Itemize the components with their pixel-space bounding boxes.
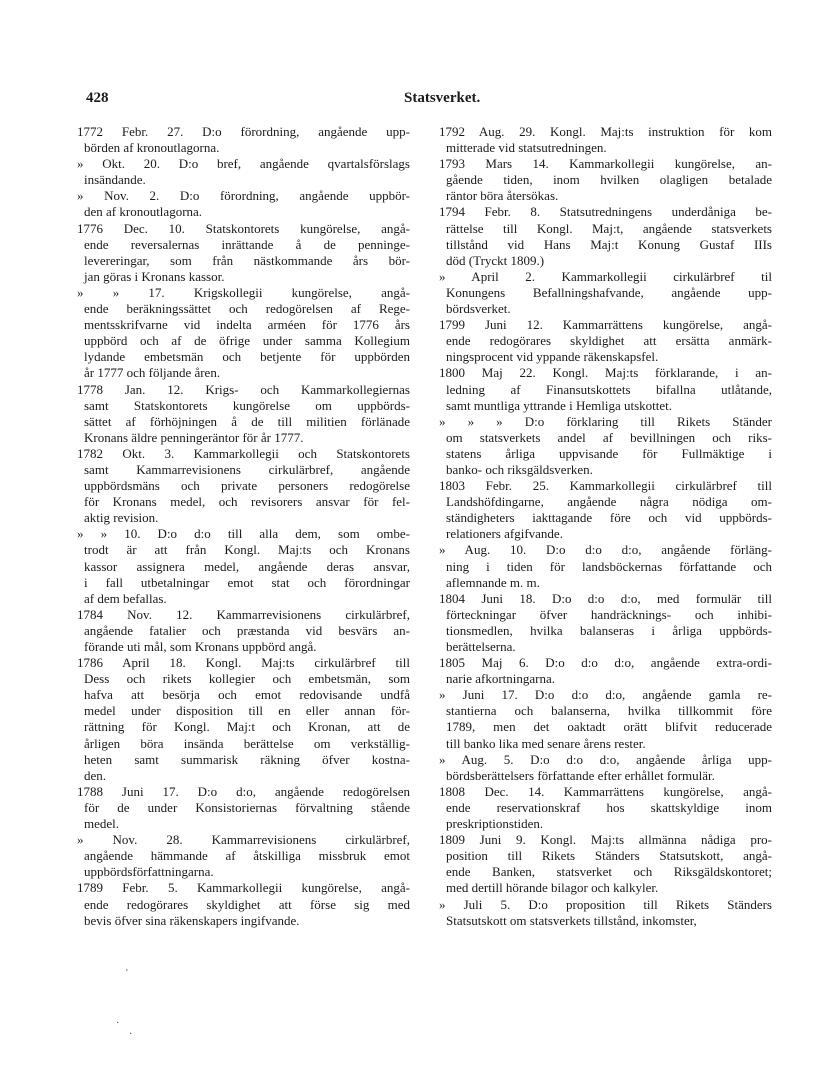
entry-line: stantierna och balanserna, hvilka tillkommit före bbox=[446, 703, 772, 719]
register-entry bbox=[77, 446, 410, 526]
entry-line: den af kronoutlagorna. bbox=[84, 204, 203, 220]
entry-heading-line: 1799 Juni 12. Kammarrättens kungörelse, angå- bbox=[439, 317, 772, 333]
entry-heading-line: 1772 Febr. 27. D:o förordning, angående upp- bbox=[77, 124, 410, 139]
register-entry bbox=[77, 784, 410, 832]
entry-line: år 1777 och följande åren. bbox=[84, 365, 221, 381]
entry-line: rättning för Kongl. Maj:t och Kronan, att de bbox=[84, 719, 410, 735]
entry-heading-line: » Nov. 2. D:o förordning, angående uppbör- bbox=[77, 188, 410, 204]
entry-line: med dertill hörande bilagor och kalkyler. bbox=[446, 880, 659, 896]
register-entry bbox=[439, 591, 772, 655]
left-column bbox=[77, 124, 410, 929]
entry-line: heten samt summarisk räkning öfver kostna- bbox=[84, 751, 410, 767]
stray-mark: · bbox=[129, 1029, 133, 1040]
entry-heading-line: 1794 Febr. 8. Statsutredningens underdåniga be- bbox=[439, 204, 772, 220]
entry-line: mitterade vid statsutredningen. bbox=[446, 140, 607, 156]
right-column bbox=[439, 124, 772, 929]
register-entry bbox=[77, 880, 410, 928]
entry-heading-line: » Juli 5. D:o proposition till Rikets Ständers bbox=[439, 896, 772, 912]
entry-line: samt muntliga yttrande i Hemliga utskottet. bbox=[446, 397, 673, 413]
entry-line: ende reservationskraf hos skattskyldige inom bbox=[446, 799, 772, 815]
entry-line: förteckningar öfver handräcknings- och inhibi- bbox=[446, 606, 772, 622]
entry-line: död (Tryckt 1809.) bbox=[446, 252, 545, 268]
entry-line: för de under Konsistoriernas förvaltning stående bbox=[84, 799, 410, 815]
register-entry bbox=[77, 221, 410, 285]
register-entry bbox=[439, 317, 772, 365]
page-number: 428 bbox=[86, 90, 109, 106]
entry-heading-line: 1792 Aug. 29. Kongl. Maj:ts instruktion för kom bbox=[439, 124, 772, 139]
entry-line: uppbördsmäns och private personers redogörelse bbox=[84, 478, 410, 494]
entry-line: levereringar, som från nästkommande års bör- bbox=[84, 252, 410, 268]
entry-heading-line: 1778 Jan. 12. Krigs- och Kammarkollegiernas bbox=[77, 381, 410, 397]
entry-line: till banko lika med senare årens rester. bbox=[446, 735, 646, 751]
entry-line: 1789, men det oaktadt orätt blifvit reducerade bbox=[446, 719, 772, 735]
entry-line: ende Banken, statsverket och Riksgäldskontoret; bbox=[446, 864, 772, 880]
register-entry bbox=[439, 784, 772, 832]
entry-line: ningsprocent vid yppande räkenskapsfel. bbox=[446, 349, 659, 365]
entry-heading-line: » Nov. 28. Kammarrevisionens cirkulärbref, bbox=[77, 832, 410, 848]
entry-line: Konungens Befallningshafvande, angående upp- bbox=[446, 284, 772, 300]
entry-line: samt Statskontorets kungörelse om uppbörds- bbox=[84, 397, 410, 413]
entry-heading-line: » Aug. 5. D:o d:o d:o, angående årliga upp- bbox=[439, 751, 772, 767]
entry-heading-line: 1782 Okt. 3. Kammarkollegii och Statskontorets bbox=[77, 445, 410, 461]
entry-line: aktig revision. bbox=[84, 510, 159, 526]
entry-line: af dem befallas. bbox=[84, 590, 167, 606]
register-entry bbox=[439, 542, 772, 590]
entry-line: rättelse till Kongl. Maj:t, angående statsverkets bbox=[446, 220, 772, 236]
register-entry bbox=[439, 156, 772, 204]
register-entry bbox=[77, 655, 410, 784]
entry-line: trodt är att från Kongl. Maj:ts och Kronans bbox=[84, 542, 410, 558]
entry-line: bevis öfver sina räkenskapers ingifvande. bbox=[84, 912, 300, 928]
entry-heading-line: 1776 Dec. 10. Statskontorets kungörelse, angå- bbox=[77, 220, 410, 236]
entry-heading-line: 1786 April 18. Kongl. Maj:ts cirkulärbref till bbox=[77, 655, 410, 671]
entry-line: börden af kronoutlagorna. bbox=[84, 140, 220, 156]
entry-line: position till Rikets Ständers Statsutskott, angå- bbox=[446, 848, 772, 864]
entry-heading-line: 1805 Maj 6. D:o d:o d:o, angående extra-ordi- bbox=[439, 655, 772, 671]
entry-line: Statsutskott om statsverkets tillstånd, inkomster, bbox=[446, 912, 697, 928]
entry-line: uppbörd och af de öfrige under samma Kollegium bbox=[84, 333, 410, 349]
entry-heading-line: 1788 Juni 17. D:o d:o, angående redogörelsen bbox=[77, 783, 410, 799]
entry-line: angående fatalier och præstanda vid besvärs an- bbox=[84, 622, 410, 638]
entry-line: mentsskrifvarne vid indelta arméen för 1776 års bbox=[84, 317, 410, 333]
entry-line: kassor assignera medel, angående deras ansvar, bbox=[84, 558, 410, 574]
entry-heading-line: » Aug. 10. D:o d:o d:o, angående förläng- bbox=[439, 542, 772, 558]
entry-line: den. bbox=[84, 767, 107, 783]
entry-line: medel under disposition till en eller annan för- bbox=[84, 703, 410, 719]
entry-line: aflemnande m. m. bbox=[446, 574, 540, 590]
entry-line: årligen böra insända berättelse om verkställig- bbox=[84, 735, 410, 751]
entry-line: om statsverkets andel af bevillningen och riks- bbox=[446, 429, 772, 445]
entry-line: förande uti mål, som Kronans uppbörd angå. bbox=[84, 639, 317, 654]
register-entry bbox=[77, 156, 410, 188]
entry-line: berättelserna. bbox=[446, 639, 516, 654]
register-entry bbox=[77, 285, 410, 382]
entry-heading-line: 1804 Juni 18. D:o d:o d:o, med formulär till bbox=[439, 590, 772, 606]
entry-heading-line: » Juni 17. D:o d:o d:o, angående gamla re- bbox=[439, 687, 772, 703]
register-entry bbox=[439, 687, 772, 751]
register-entry bbox=[77, 188, 410, 220]
entry-line: narie afkortningarna. bbox=[446, 671, 556, 687]
register-entry bbox=[439, 655, 772, 687]
entry-line: bördsverket. bbox=[446, 301, 511, 317]
stray-mark: · bbox=[116, 1018, 120, 1029]
entry-heading-line: » April 2. Kammarkollegii cirkulärbref til bbox=[439, 268, 772, 284]
entry-line: preskriptionstiden. bbox=[446, 816, 544, 832]
entry-line: jan göras i Kronans kassor. bbox=[84, 268, 225, 284]
entry-heading-line: » » 17. Krigskollegii kungörelse, angå- bbox=[77, 284, 410, 300]
register-entry bbox=[77, 607, 410, 655]
entry-heading-line: 1789 Febr. 5. Kammarkollegii kungörelse, angå- bbox=[77, 880, 410, 896]
entry-line: samt Kammarrevisionens cirkulärbref, angående bbox=[84, 461, 410, 477]
entry-line: bördsberättelsers författande efter erhållet formulär. bbox=[446, 767, 715, 783]
register-entry bbox=[439, 897, 772, 929]
entry-heading-line: 1784 Nov. 12. Kammarrevisionens cirkulärbref, bbox=[77, 606, 410, 622]
register-entry bbox=[439, 752, 772, 784]
entry-line: ende beräkningssättet och redogörelsen af Rege- bbox=[84, 301, 410, 317]
entry-line: insändande. bbox=[84, 172, 146, 188]
register-entry bbox=[439, 478, 772, 542]
entry-line: ende redogörares skyldighet att förse sig med bbox=[84, 896, 410, 912]
register-entry bbox=[439, 414, 772, 478]
entry-line: ende reversalernas inrättande å de penninge- bbox=[84, 236, 410, 252]
entry-line: Landshöfdingarne, angående några nödiga om- bbox=[446, 494, 772, 510]
entry-heading-line: 1808 Dec. 14. Kammarrättens kungörelse, angå- bbox=[439, 783, 772, 799]
register-entry bbox=[439, 124, 772, 156]
register-entry bbox=[439, 365, 772, 413]
entry-line: gående tiden, inom hvilken olagligen betalade bbox=[446, 172, 772, 188]
running-title: Statsverket. bbox=[404, 90, 481, 106]
entry-line: ende redogörares skyldighet att ersätta anmärk- bbox=[446, 333, 772, 349]
entry-line: tionsmedlen, hvilka balanseras i årliga uppbörds- bbox=[446, 622, 772, 638]
register-entry bbox=[439, 204, 772, 268]
entry-line: Kronans äldre penningeräntor för år 1777. bbox=[84, 429, 304, 445]
entry-line: banko- och riksgäldsverken. bbox=[446, 461, 593, 477]
entry-line: ledning af Finansutskottets bifallna utlåtande, bbox=[446, 381, 772, 397]
page-header bbox=[86, 90, 774, 110]
entry-heading-line: 1793 Mars 14. Kammarkollegii kungörelse, an- bbox=[439, 156, 772, 172]
register-entry bbox=[77, 832, 410, 880]
entry-line: hafva att besörja och emot redovisande undfå bbox=[84, 687, 410, 703]
entry-line: för Kronans medel, och revisorers ansvar för fel- bbox=[84, 494, 410, 510]
entry-line: sättet af förhöjningen å de till militien förlänade bbox=[84, 413, 410, 429]
entry-line: i fall utbetalningar emot stat och förordningar bbox=[84, 574, 410, 590]
entry-heading-line: 1809 Juni 9. Kongl. Maj:ts allmänna nådiga pro- bbox=[439, 832, 772, 848]
entry-line: uppbördsförfattningarna. bbox=[84, 864, 214, 880]
entry-line: relationers afgifvande. bbox=[446, 526, 563, 542]
entry-heading-line: 1803 Febr. 25. Kammarkollegii cirkulärbref till bbox=[439, 478, 772, 494]
entry-heading-line: » » 10. D:o d:o till alla dem, som ombe- bbox=[77, 526, 410, 542]
entry-line: statens årliga uppvisande för Fullmäktige i bbox=[446, 445, 772, 461]
register-entry bbox=[77, 124, 410, 156]
register-entry bbox=[77, 526, 410, 606]
register-entry bbox=[439, 832, 772, 896]
entry-line: lydande embetsmän och betjente för uppbörden bbox=[84, 349, 410, 365]
entry-heading-line: » Okt. 20. D:o bref, angående qvartalsförslags bbox=[77, 156, 410, 172]
entry-line: medel. bbox=[84, 816, 120, 832]
stray-mark: ' bbox=[126, 968, 128, 979]
register-entry bbox=[77, 382, 410, 446]
register-entry bbox=[439, 269, 772, 317]
entry-line: ständigheters iakttagande före och vid uppbörds- bbox=[446, 510, 772, 526]
entry-line: tillstånd vid Hans Maj:t Konung Gustaf IIIs bbox=[446, 236, 772, 252]
entry-heading-line: » » » D:o förklaring till Rikets Ständer bbox=[439, 413, 772, 429]
entry-line: räntor böra återsökas. bbox=[446, 188, 559, 204]
entry-heading-line: 1800 Maj 22. Kongl. Maj:ts förklarande, i an- bbox=[439, 365, 772, 381]
entry-line: ning i tiden för landsböckernas författande och bbox=[446, 558, 772, 574]
entry-line: Dess och rikets kollegier och embetsmän, som bbox=[84, 671, 410, 687]
entry-line: angående hämmande af åtskilliga missbruk emot bbox=[84, 848, 410, 864]
